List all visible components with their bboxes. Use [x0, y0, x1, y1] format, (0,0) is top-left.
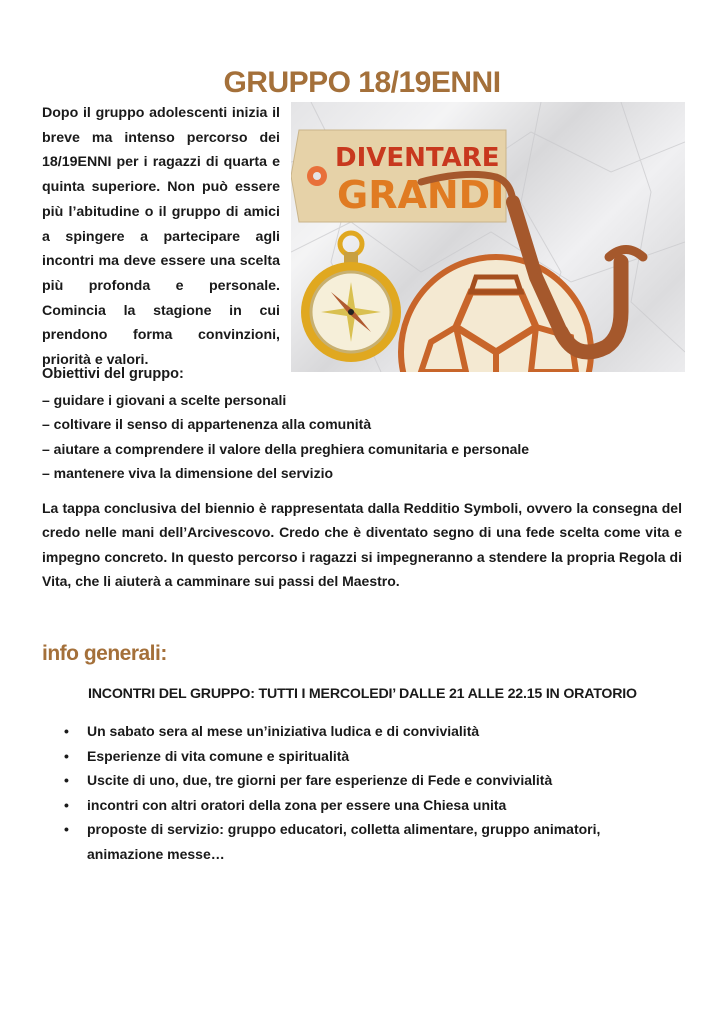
bullet-icon: •: [64, 796, 69, 813]
bullet-icon: •: [64, 723, 69, 739]
compass-icon: [301, 233, 401, 362]
meeting-schedule: INCONTRI DEL GRUPPO: TUTTI I MERCOLEDI’ DALLE 21 ALLE 22.15 IN ORATORIO: [88, 686, 637, 702]
bullet-icon: •: [64, 747, 69, 764]
info-item-text: Un sabato sera al mese un’iniziativa ludica e di convivialità: [87, 723, 480, 739]
bullet-icon: •: [64, 821, 69, 838]
objective-item: – coltivare il senso di appartenenza alla comunità: [42, 416, 372, 433]
diventare-grandi-image: [291, 102, 685, 372]
tag-line2: GRANDI: [337, 173, 505, 217]
objective-item: – mantenere viva la dimensione del servizio: [42, 464, 334, 481]
page-title: GRUPPO 18/19ENNI: [223, 66, 501, 100]
info-item: [60, 793, 660, 818]
info-item: [60, 768, 660, 793]
intro-paragraph: Dopo il gruppo adolescenti inizia il breve ma intenso percorso dei 18/19ENNI per i ragazzi di quarta e quinta superiore. Non può essere più l’abitudine o il gruppo di amici a spingere a partecipare agli incontri ma deve essere una scelta più profonda e personale. Comincia la stagione in cui prendono forma convinzioni, priorità e valori.: [42, 105, 280, 369]
objectives-heading: Obiettivi del gruppo:: [42, 366, 184, 382]
objective-item: – guidare i giovani a scelte personali: [42, 392, 287, 408]
info-item-text: Esperienze di vita comune e spiritualità: [87, 747, 350, 764]
objectives-list: [42, 388, 529, 485]
info-item-text: incontri con altri oratori della zona per essere una Chiesa unita: [87, 796, 507, 813]
bullet-icon: •: [64, 772, 69, 789]
conclusion-paragraph: La tappa conclusiva del biennio è rappresentata dalla Redditio Symboli, ovvero la consegna del credo nelle mani dell’Arcivescovo. Credo che è diventato segno di una fede scelta come vita e impegno concreto. In questo percorso i ragazzi si impegneranno a stendere la propria Regola di Vita, che li aiuterà a camminare sui passi del Maestro.: [42, 500, 682, 589]
info-item: [60, 744, 660, 769]
tag-line1: DIVENTARE: [335, 143, 500, 173]
info-item-text: Uscite di uno, due, tre giorni per fare esperienze di Fede e convivialità: [87, 772, 553, 789]
info-item: [60, 719, 660, 744]
info-item: [60, 817, 660, 866]
info-item-text: proposte di servizio: gruppo educatori, colletta alimentare, gruppo animatori, animazione messe…: [87, 821, 601, 862]
polyhedron-icon: [401, 257, 591, 372]
objective-item: – aiutare a comprendere il valore della preghiera comunitaria e personale: [42, 440, 530, 457]
info-list: [60, 719, 660, 867]
info-heading: info generali:: [42, 642, 167, 665]
